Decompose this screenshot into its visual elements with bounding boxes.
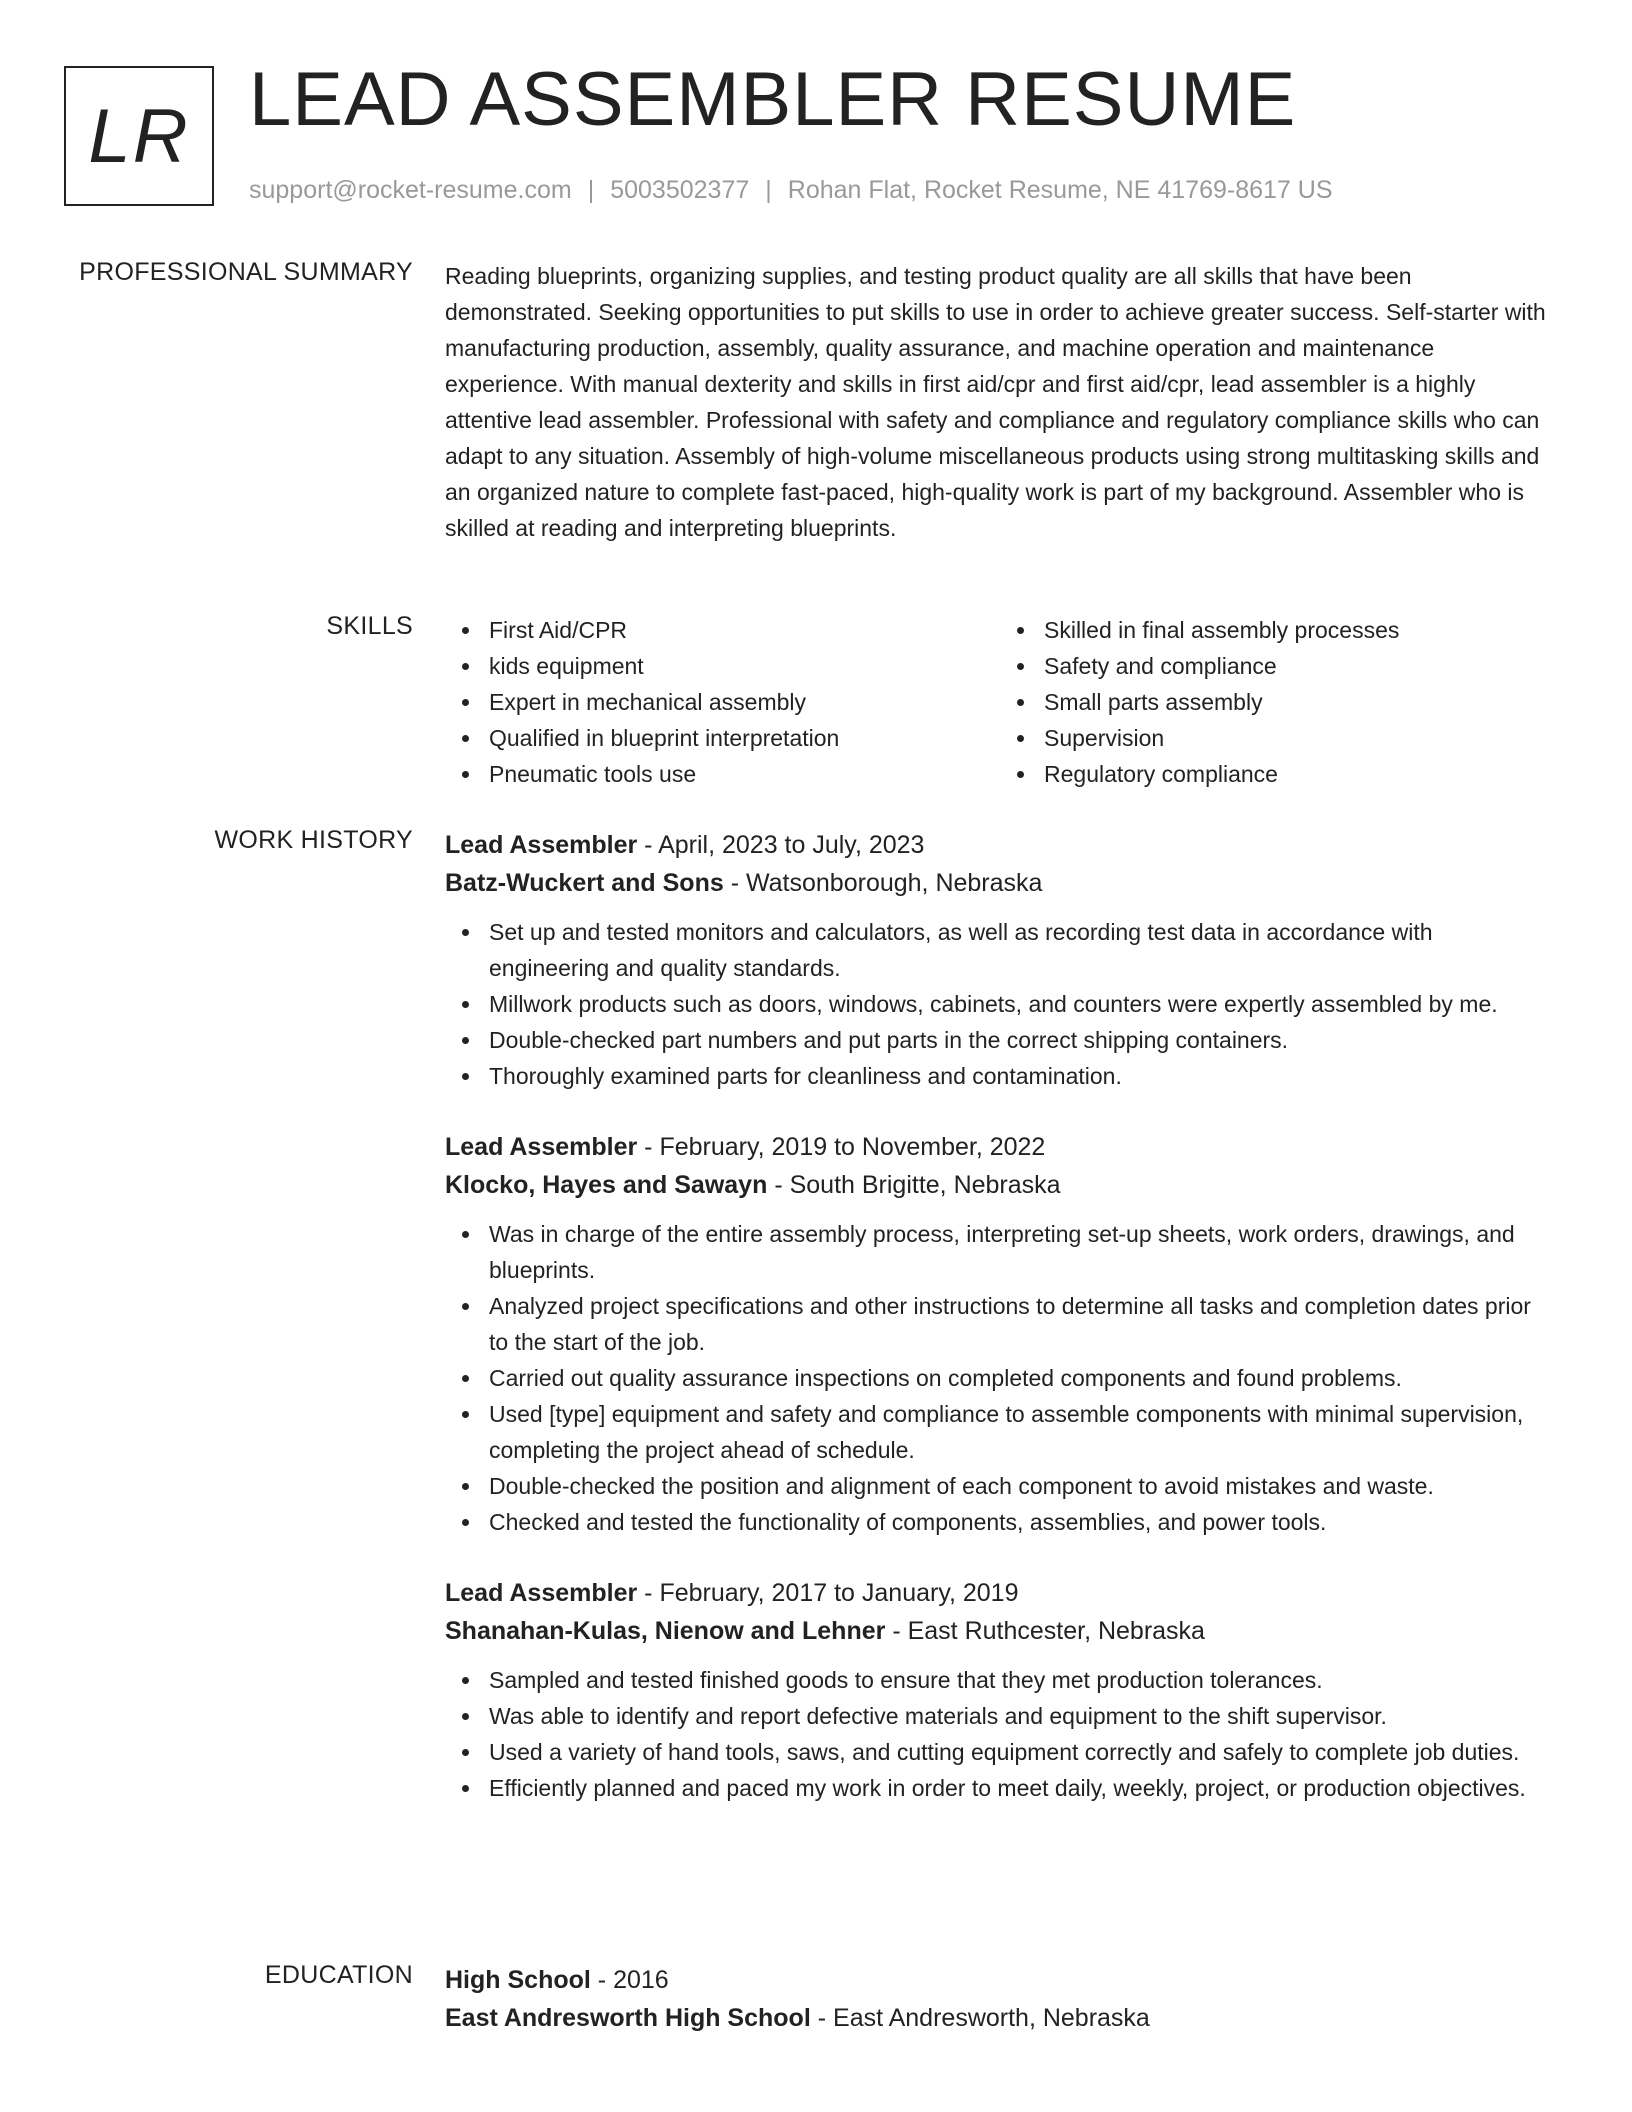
job-company-line	[445, 1612, 1555, 1650]
job-company: Batz-Wuckert and Sons	[445, 869, 724, 897]
education-school: East Andresworth High School	[445, 2004, 811, 2032]
skill-item: First Aid/CPR	[489, 612, 1000, 648]
job-duty-item: Double-checked the position and alignment of each component to avoid mistakes and waste.	[489, 1468, 1555, 1504]
job-entry	[445, 1128, 1555, 1540]
job-dash: -	[644, 831, 653, 859]
skill-item: Regulatory compliance	[1044, 756, 1555, 792]
contact-line	[249, 176, 1333, 205]
skill-item: kids equipment	[489, 648, 1000, 684]
job-duty-item: Millwork products such as doors, windows, cabinets, and counters were expertly assembled by me.	[489, 986, 1555, 1022]
skill-item: Skilled in final assembly processes	[1044, 612, 1555, 648]
job-duty-item: Double-checked part numbers and put parts in the correct shipping containers.	[489, 1022, 1555, 1058]
job-duty-item: Analyzed project specifications and other instructions to determine all tasks and completion dates prior to the start of the job.	[489, 1288, 1555, 1360]
job-dates: February, 2017 to January, 2019	[659, 1579, 1019, 1607]
job-title-line	[445, 826, 1555, 864]
job-duty-item: Used [type] equipment and safety and compliance to assemble components with minimal supervision, completing the project ahead of schedule.	[489, 1396, 1555, 1468]
job-duties-list	[445, 914, 1555, 1094]
monogram-logo: LR	[64, 66, 214, 206]
education-school-line	[445, 1999, 1555, 2037]
contact-separator: |	[765, 176, 772, 204]
job-duties-list	[445, 1216, 1555, 1540]
resume-title: LEAD ASSEMBLER RESUME	[249, 57, 1297, 142]
job-company: Klocko, Hayes and Sawayn	[445, 1171, 768, 1199]
job-title-line	[445, 1574, 1555, 1612]
job-duty-item: Checked and tested the functionality of components, assemblies, and power tools.	[489, 1504, 1555, 1540]
section-label-summary: PROFESSIONAL SUMMARY	[79, 258, 413, 286]
job-location: South Brigitte, Nebraska	[789, 1171, 1061, 1199]
skill-item: Supervision	[1044, 720, 1555, 756]
job-dash: -	[730, 869, 740, 897]
section-label-work-history: WORK HISTORY	[214, 826, 413, 854]
job-title: Lead Assembler	[445, 1579, 638, 1607]
education-year: 2016	[613, 1966, 669, 1994]
contact-address: Rohan Flat, Rocket Resume, NE 41769-8617 US	[787, 176, 1333, 204]
job-company: Shanahan-Kulas, Nienow and Lehner	[445, 1617, 886, 1645]
summary-body	[445, 258, 1555, 546]
education-dash: -	[597, 1966, 607, 1994]
job-dates: February, 2019 to November, 2022	[659, 1133, 1046, 1161]
section-label-education: EDUCATION	[264, 1961, 413, 1989]
skill-item: Expert in mechanical assembly	[489, 684, 1000, 720]
skill-item: Safety and compliance	[1044, 648, 1555, 684]
skill-item: Qualified in blueprint interpretation	[489, 720, 1000, 756]
job-duty-item: Thoroughly examined parts for cleanliness and contamination.	[489, 1058, 1555, 1094]
job-duty-item: Set up and tested monitors and calculators, as well as recording test data in accordance with engineering and quality standards.	[489, 914, 1555, 986]
job-company-line	[445, 1166, 1555, 1204]
job-entry	[445, 826, 1555, 1094]
job-dash: -	[644, 1133, 653, 1161]
summary-text: Reading blueprints, organizing supplies, and testing product quality are all skills that have been demonstrated. Seeking opportunities to put skills to use in order to achieve greater success. Self-starter with manufacturing production, assembly, quality assurance, and machine operation and maintenance experience. With manual dexterity and skills in first aid/cpr and first aid/cpr, lead assembler is a highly attentive lead assembler. Professional with safety and compliance and regulatory compliance skills who can adapt to any situation. Assembly of high-volume miscellaneous products using strong multitasking skills and an organized nature to complete fast-paced, high-quality work is part of my background. Assembler who is skilled at reading and interpreting blueprints.	[445, 263, 1546, 541]
skill-item: Small parts assembly	[1044, 684, 1555, 720]
job-location: Watsonborough, Nebraska	[745, 869, 1043, 897]
job-company-line	[445, 864, 1555, 902]
job-duty-item: Efficiently planned and paced my work in order to meet daily, weekly, project, or production objectives.	[489, 1770, 1555, 1806]
contact-email[interactable]: support@rocket-resume.com	[249, 176, 572, 204]
job-duty-item: Sampled and tested finished goods to ensure that they met production tolerances.	[489, 1662, 1555, 1698]
skills-grid	[445, 612, 1555, 792]
jobs-container	[445, 826, 1555, 1840]
skills-list-right	[1000, 612, 1555, 792]
section-label-skills: SKILLS	[326, 612, 413, 640]
skills-list-left	[445, 612, 1000, 792]
education-dash: -	[817, 2004, 827, 2032]
contact-separator: |	[587, 176, 595, 204]
job-dates: April, 2023 to July, 2023	[658, 831, 925, 859]
job-title-line	[445, 1128, 1555, 1166]
job-dash: -	[644, 1579, 653, 1607]
job-dash: -	[892, 1617, 901, 1645]
job-entry	[445, 1574, 1555, 1806]
job-title: Lead Assembler	[445, 831, 638, 859]
education-body	[445, 1961, 1555, 2037]
job-duty-item: Was in charge of the entire assembly process, interpreting set-up sheets, work orders, drawings, and blueprints.	[489, 1216, 1555, 1288]
job-duty-item: Was able to identify and report defective materials and equipment to the shift supervisor.	[489, 1698, 1555, 1734]
job-duty-item: Carried out quality assurance inspections on completed components and found problems.	[489, 1360, 1555, 1396]
job-dash: -	[774, 1171, 783, 1199]
education-degree: High School	[445, 1966, 591, 1994]
education-degree-line	[445, 1961, 1555, 1999]
job-duty-item: Used a variety of hand tools, saws, and cutting equipment correctly and safely to complete job duties.	[489, 1734, 1555, 1770]
job-title: Lead Assembler	[445, 1133, 638, 1161]
education-location: East Andresworth, Nebraska	[833, 2004, 1150, 2032]
skill-item: Pneumatic tools use	[489, 756, 1000, 792]
job-location: East Ruthcester, Nebraska	[907, 1617, 1205, 1645]
contact-phone[interactable]: 5003502377	[610, 176, 750, 204]
job-duties-list	[445, 1662, 1555, 1806]
